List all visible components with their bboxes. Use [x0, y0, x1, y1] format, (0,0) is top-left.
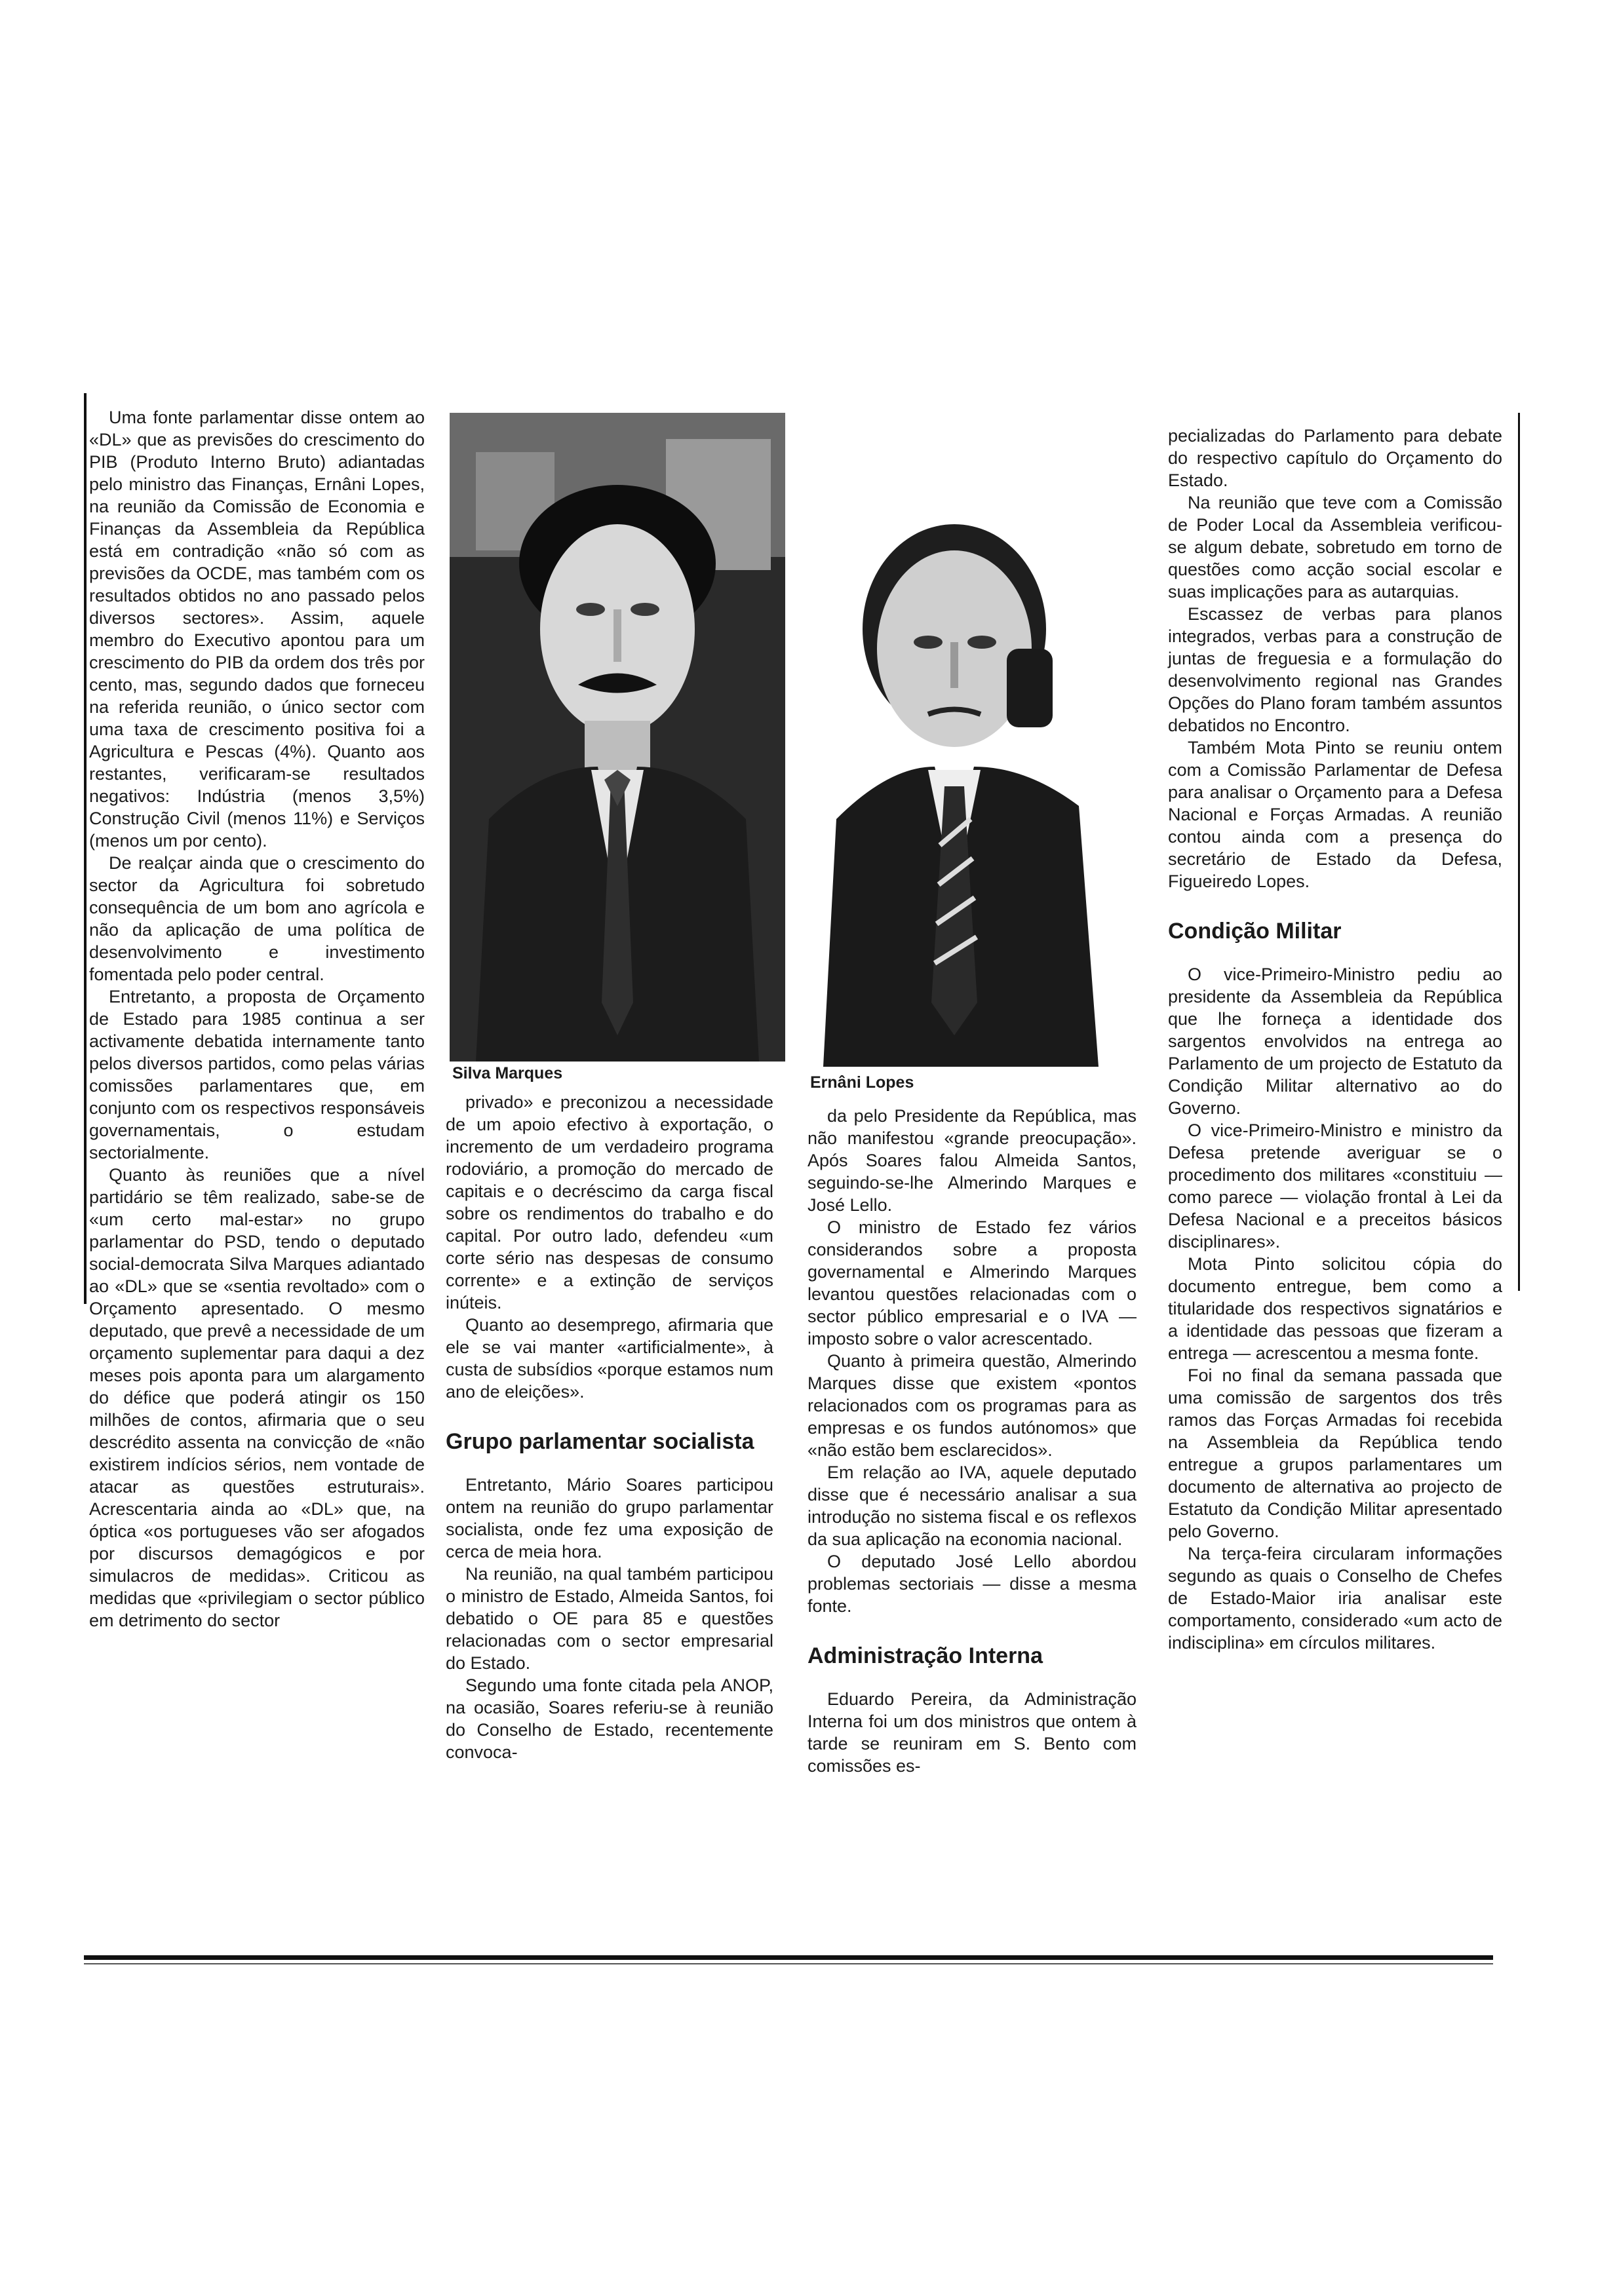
paragraph: Na reunião, na qual também participou o ministro de Estado, Almeida Santos, foi debatido o OE para 85 e questões relacionadas com o sector empresarial do Estado. [446, 1564, 773, 1673]
bottom-thin-rule [84, 1963, 1493, 1964]
right-column-rule [1518, 413, 1520, 1291]
paragraph: Quanto às reuniões que a nível partidário se têm realizado, sabe-se de «um certo mal-estar» no grupo parlamentar do PSD, tendo o deputado social-democrata Silva Marques adiantado ao «DL» que se «sentia revoltado» com o Orçamento apresentado. O mesmo deputado, que prevê a necessidade de um orçamento suplementar para daqui a dez meses pois aponta para um alargamento do défice que poderá atingir os 150 milhões de contos, afirmaria que o seu descrédito assenta na convicção de «não existirem indícios sérios, nem vontade de atacar as questões estruturais». Acrescentaria ainda ao «DL» que, na óptica «os portugueses vão ser afogados por discursos demagógicos e por simulacros de medidas». Criticou as medidas que «privilegiam o sector público em detrimento do sector [89, 1165, 425, 1630]
portrait-image [450, 413, 785, 1062]
article-column-4 [1168, 425, 1502, 1654]
left-column-rule [84, 393, 87, 1304]
paragraph: Mota Pinto solicitou cópia do documento entregue, bem como a titularidade dos respectivos signatários e a identidade das pessoas que fizeram a entrega — acrescentou a mesma fonte. [1168, 1254, 1502, 1363]
paragraph: Na reunião que teve com a Comissão de Poder Local da Assembleia verificou-se algum debate, sobretudo em torno de questões como acção social escolar e suas implicações para as autarquias. [1168, 493, 1502, 602]
paragraph: O deputado José Lello abordou problemas sectoriais — disse a mesma fonte. [808, 1552, 1137, 1616]
paragraph: Em relação ao IVA, aquele deputado disse que é necessário analisar a sua introdução no sistema fiscal e os reflexos da sua aplicação na economia nacional. [808, 1463, 1137, 1549]
paragraph: O vice-Primeiro-Ministro pediu ao presidente da Assembleia da República que lhe forneça a identidade dos sargentos envolvidos na entrega ao Parlamento de um projecto de Estatuto da Condição Militar alternativo ao do Governo. [1168, 965, 1502, 1118]
photo-silva-marques [450, 413, 785, 1062]
paragraph: Segundo uma fonte citada pela ANOP, na ocasião, Soares referiu-se à reunião do Conselho de Estado, recentemente convoca- [446, 1675, 773, 1762]
paragraph: privado» e preconizou a necessidade de um apoio efectivo à exportação, o incremento de um verdadeiro programa rodoviário, a promoção do mercado de capitais e o decréscimo da carga fiscal sobre os rendimentos do trabalho e do capital. Por outro lado, defendeu «um corte sério nas despesas de consumo corrente» e a extinção de serviços inúteis. [446, 1092, 773, 1312]
portrait-image [810, 478, 1114, 1067]
section-heading: Condição Militar [1168, 919, 1342, 944]
paragraph: O vice-Primeiro-Ministro e ministro da Defesa pretende averiguar se o procedimento dos militares «constituiu — como parece — violação frontal à Lei da Defesa Nacional e a preceitos básicos disciplinares». [1168, 1120, 1502, 1252]
section-heading: Grupo parlamentar socialista [446, 1429, 754, 1454]
article-column-2 [446, 1091, 773, 1763]
article-column-3 [808, 1105, 1137, 1777]
paragraph: O ministro de Estado fez vários considerandos sobre a proposta governamental e Almerindo Marques levantou questões relacionadas com o sector público empresarial e o IVA — imposto sobre o valor acrescentado. [808, 1217, 1137, 1349]
paragraph: da pelo Presidente da República, mas não manifestou «grande preocupação». Após Soares falou Almeida Santos, seguindo-se-lhe Almerindo Marques e José Lello. [808, 1106, 1137, 1215]
paragraph: De realçar ainda que o crescimento do sector da Agricultura foi sobretudo consequência de um bom ano agrícola e não da aplicação de uma política de desenvolvimento e investimento fomentada pelo poder central. [89, 853, 425, 984]
photo-caption-right: Ernâni Lopes [810, 1073, 914, 1092]
section-heading: Administração Interna [808, 1643, 1043, 1668]
paragraph: Na terça-feira circularam informações segundo as quais o Conselho de Chefes de Estado-Maior iria analisar este comportamento, considerado «um acto de indisciplina» em círculos militares. [1168, 1544, 1502, 1653]
article-column-1 [89, 406, 425, 1632]
paragraph: Uma fonte parlamentar disse ontem ao «DL» que as previsões do crescimento do PIB (Produto Interno Bruto) adiantadas pelo ministro das Finanças, Ernâni Lopes, na reunião da Comissão de Economia e Finanças da Assembleia da República está em contradição «não só com as previsões da OCDE, mas também com os resultados obtidos no ano passado pelos diversos sectores». Assim, aquele membro do Executivo apontou para um crescimento do PIB da ordem dos três por cento, mas, segundo dados que forneceu na referida reunião, o único sector com uma taxa de crescimento positiva foi a Agricultura e Pescas (4%). Quanto aos restantes, verificaram-se resultados negativos: Indústria (menos 3,5%) Construção Civil (menos 11%) e Serviços (menos um por cento). [89, 408, 425, 851]
paragraph: Escassez de verbas para planos integrados, verbas para a construção de juntas de freguesia e a formulação do desenvolvimento regional nas Grandes Opções do Plano foram também assuntos debatidos no Encontro. [1168, 604, 1502, 735]
paragraph: Quanto à primeira questão, Almerindo Marques disse que existem «pontos relacionados com os programas para as empresas e os fundos autónomos» que «não estão bem esclarecidos». [808, 1351, 1137, 1460]
photo-ernani-lopes [810, 478, 1114, 1067]
paragraph: Eduardo Pereira, da Administração Interna foi um dos ministros que ontem à tarde se reuniram em S. Bento com comissões es- [808, 1689, 1137, 1776]
bottom-rule [84, 1955, 1493, 1960]
paragraph: Foi no final da semana passada que uma comissão de sargentos dos três ramos das Forças Armadas foi recebida na Assembleia da República tendo entregue a grupos parlamentares um documento de alternativa ao projecto de Estatuto da Condição Militar apresentado pelo Governo. [1168, 1366, 1502, 1541]
paragraph: Entretanto, Mário Soares participou ontem na reunião do grupo parlamentar socialista, onde fez uma exposição de cerca de meia hora. [446, 1475, 773, 1561]
paragraph: Quanto ao desemprego, afirmaria que ele se vai manter «artificialmente», à custa de subsídios «porque estamos num ano de eleições». [446, 1315, 773, 1402]
paragraph: Também Mota Pinto se reuniu ontem com a Comissão Parlamentar de Defesa para analisar o Orçamento para a Defesa Nacional e Forças Armadas. A reunião contou ainda com a presença do secretário de Estado da Defesa, Figueiredo Lopes. [1168, 738, 1502, 891]
paragraph: pecializadas do Parlamento para debate do respectivo capítulo do Orçamento do Estado. [1168, 426, 1502, 490]
paragraph: Entretanto, a proposta de Orçamento de Estado para 1985 continua a ser activamente debatida internamente tanto pelos diversos partidos, como pelas várias comissões parlamentares que, em conjunto com os respectivos responsáveis governamentais, o estudam sectorialmente. [89, 987, 425, 1162]
photo-caption-left: Silva Marques [452, 1064, 563, 1082]
